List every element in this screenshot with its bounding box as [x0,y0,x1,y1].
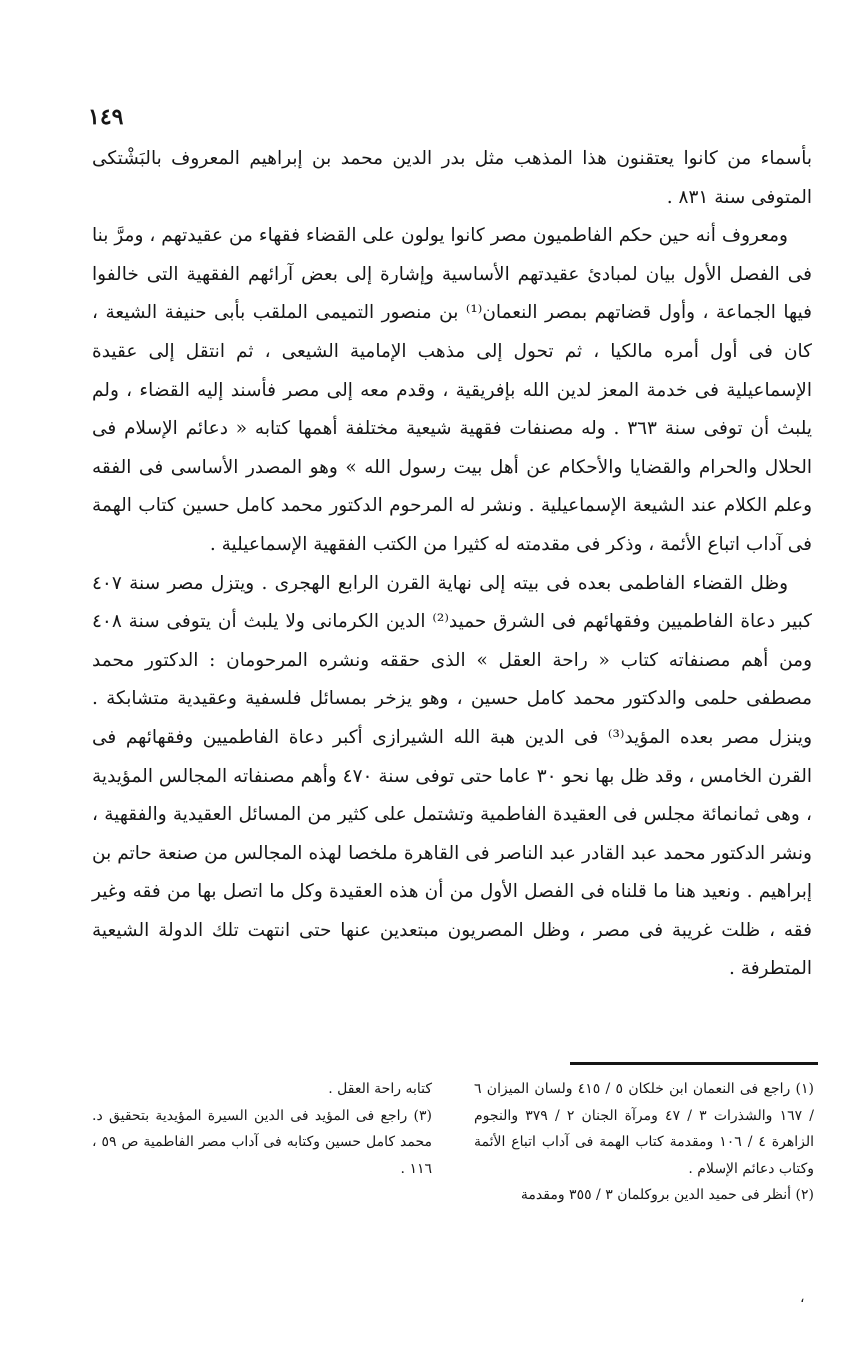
footnote-1: (١) راجع فى النعمان ابن خلكان ٥ / ٤١٥ ولسان الميزان ٦ / ١٦٧ والشذرات ٣ / ٤٧ ومرآة الجنان ٢ / ٣٧٩ والنجوم الزاهرة ٤ / ١٠٦ ومقدمة كتاب الهمة فى آداب اتباع الأئمة وكتاب دعائم الإسلام . [474,1081,815,1177]
paragraph-2: ومعروف أنه حين حكم الفاطميون مصر كانوا يولون على القضاء فقهاء من عقيدتهم ، ومرَّ بنا فى الفصل الأول بيان لمبادئ عقيدتهم الأساسية وإشارة إلى بعض آرائهم الفقهية التى خالفوا فيها الجماعة ، وأول قضاتهم بمصر النعمان⁽¹⁾ بن منصور التميمى الملقب بأبى حنيفة الشيعة ، كان فى أول أمره مالكيا ، ثم تحول إلى مذهب الإمامية الشيعى ، ثم انتقل إلى عقيدة الإسماعيلية فى خدمة المعز لدين الله بإفريقية ، وقدم معه إلى مصر فأسند إليه القضاء ، ولم يلبث أن توفى سنة ٣٦٣ . وله مصنفات فقهية شيعية مختلفة أهمها كتابه « دعائم الإسلام فى الحلال والحرام والقضايا والأحكام عن أهل بيت رسول الله » وهو المصدر الأساسى فى الفقه وعلم الكلام عند الشيعة الإسماعيلية . ونشر له المرحوم الدكتور محمد كامل حسين كتاب الهمة فى آداب اتباع الأئمة ، وذكر فى مقدمته له كثيرا من الكتب الفقهية الإسماعيلية . [92,225,812,555]
footnote-3: (٣) راجع فى المؤيد فى الدين السيرة المؤيدية بتحقيق د. محمد كامل حسين وكتابه فى آداب مصر الفاطمية ص ٥٩ ، ١١٦ . [92,1107,432,1177]
footnotes-right-column [474,1076,814,1209]
main-text [92,140,812,989]
paragraph-1: بأسماء من كانوا يعتقنون هذا المذهب مثل بدر الدين محمد بن إبراهيم المعروف بالبَشْتكى المتوفى سنة ٨٣١ . [92,148,812,208]
footnote-divider [570,1062,818,1065]
page-number: ١٤٩ [88,104,124,130]
footnote-2-continuation: كتابه راحة العقل . [328,1081,432,1097]
paragraph-3: وظل القضاء الفاطمى بعده فى بيته إلى نهاية القرن الرابع الهجرى . ويتزل مصر سنة ٤٠٧ كبير دعاة الفاطميين وفقهائهم فى الشرق حميد⁽²⁾ الدين الكرمانى ولا يلبث أن يتوفى سنة ٤٠٨ ومن أهم مصنفاته كتاب « راحة العقل » الذى حققه ونشره المرحومان : الدكتور محمد مصطفى حلمى والدكتور محمد كامل حسين ، وهو يزخر بمسائل فلسفية وعقيدية متشابكة . وينزل مصر بعده المؤيد⁽³⁾ فى الدين هبة الله الشيرازى أكبر دعاة الفاطميين وفقهائهم فى القرن الخامس ، وقد ظل بها نحو ٣٠ عاما حتى توفى سنة ٤٧٠ وأهم مصنفاته المجالس المؤيدية ، وهى ثمانمائة مجلس فى العقيدة الفاطمية وتشتمل على كثير من المسائل العقيدية والفقهية ، ونشر الدكتور محمد عبد القادر عبد الناصر فى القاهرة ملخصا لهذه المجالس من صنعة حاتم بن إبراهيم . ونعيد هنا ما قلناه فى الفصل الأول من أن هذه العقيدة وكل ما اتصل بها من فقه وغير فقه ، ظلت غريبة فى مصر ، وظل المصريون مبتعدين عنها حتى انتهت تلك الدولة الشيعية المتطرفة . [92,572,813,980]
footnotes-left-column [92,1076,432,1209]
page-mark: ، [800,1290,805,1306]
footnotes [92,1076,814,1209]
footnote-2: (٢) أنظر فى حميد الدين بروكلمان ٣ / ٣٥٥ ومقدمة [520,1187,814,1203]
